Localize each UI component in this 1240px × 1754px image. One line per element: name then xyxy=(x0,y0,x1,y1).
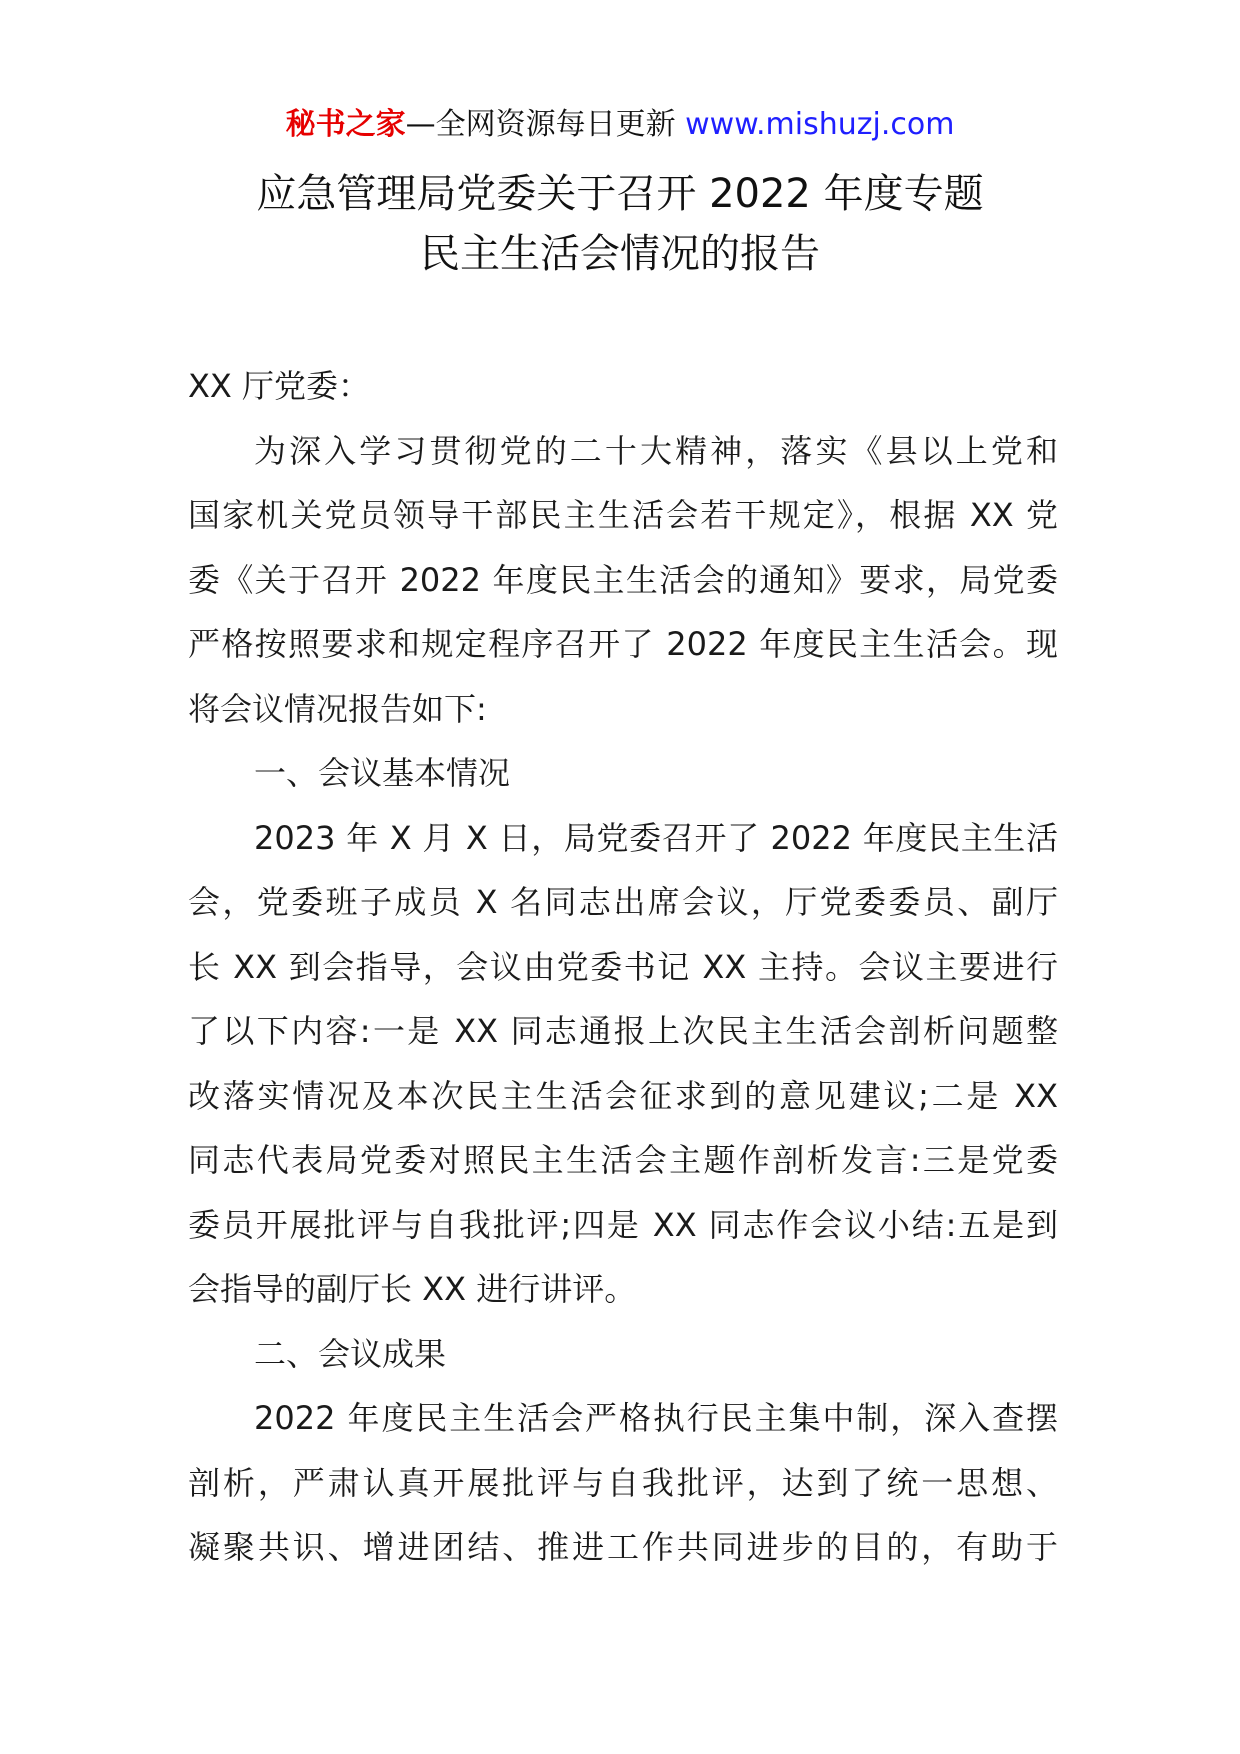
site-url-link[interactable]: www.mishuzj.com xyxy=(685,107,955,142)
salutation: XX 厅党委： xyxy=(188,367,371,405)
body-line: 长 XX 到会指导，会议由党委书记 XX 主持。会议主要进行 xyxy=(188,947,1058,986)
body-line: 会，党委班子成员 X 名同志出席会议，厅党委委员、副厅 xyxy=(188,883,1058,921)
body-line: 2022 年度民主生活会严格执行民主集中制，深入查摆 xyxy=(254,1399,1058,1437)
body-line: 委员开展批评与自我批评;四是 XX 同志作会议小结:五是到 xyxy=(188,1205,1058,1244)
body-line: 严格按照要求和规定程序召开了 2022 年度民主生活会。现 xyxy=(188,625,1058,663)
body-line: 2023 年 X 月 X 日，局党委召开了 2022 年度民主生活 xyxy=(254,818,1058,857)
title-line-2: 民主生活会情况的报告 xyxy=(420,231,820,277)
header-tagline: —全网资源每日更新 xyxy=(405,107,686,142)
body-line: 委《关于召开 2022 年度民主生活会的通知》要求，局党委 xyxy=(188,560,1058,599)
section-heading-2: 二、会议成果 xyxy=(254,1334,447,1373)
body-line: 为深入学习贯彻党的二十大精神，落实《县以上党和 xyxy=(254,431,1058,470)
site-header xyxy=(0,100,1240,150)
body-line: 会指导的副厅长 XX 进行讲评。 xyxy=(188,1270,637,1308)
title-line-1: 应急管理局党委关于召开 2022 年度专题 xyxy=(256,171,984,217)
body-line: 剖析，严肃认真开展批评与自我批评，达到了统一思想、 xyxy=(188,1463,1058,1502)
body-line: 将会议情况报告如下: xyxy=(188,689,487,728)
section-heading-1: 一、会议基本情况 xyxy=(254,754,511,792)
body-line: 了以下内容:一是 XX 同志通报上次民主生活会剖析问题整 xyxy=(188,1012,1058,1050)
brand-name: 秘书之家 xyxy=(285,107,406,142)
body-line: 国家机关党员领导干部民主生活会若干规定》，根据 XX 党 xyxy=(188,496,1058,534)
document-title xyxy=(0,164,1240,284)
document-body xyxy=(188,354,1058,1580)
body-line: 改落实情况及本次民主生活会征求到的意见建议;二是 XX xyxy=(188,1076,1058,1115)
body-line: 凝聚共识、增进团结、推进工作共同进步的目的，有助于 xyxy=(188,1528,1058,1566)
body-line: 同志代表局党委对照民主生活会主题作剖析发言:三是党委 xyxy=(188,1141,1058,1179)
